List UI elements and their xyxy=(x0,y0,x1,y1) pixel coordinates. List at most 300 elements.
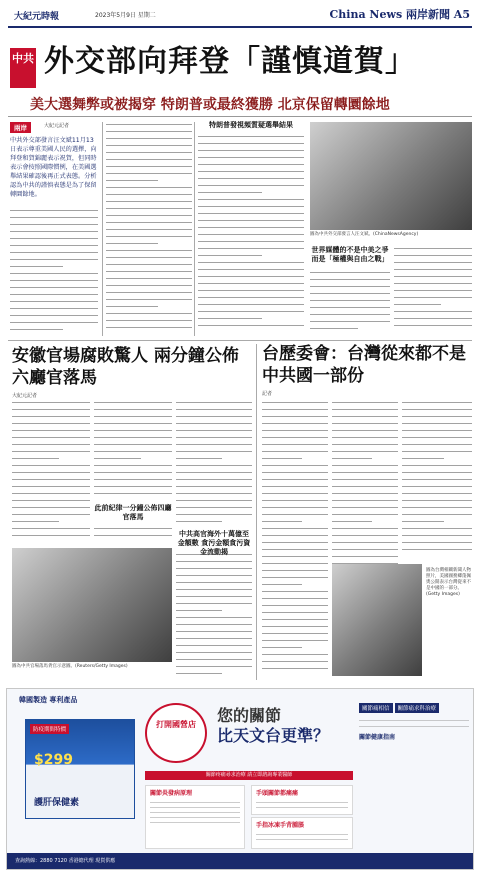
text-line xyxy=(12,456,59,461)
text-line xyxy=(176,400,252,405)
text-line xyxy=(106,164,192,169)
section-label: 兩岸 xyxy=(10,122,31,133)
text-line xyxy=(332,540,398,545)
text-line xyxy=(262,659,328,664)
anhui-byline: 大紀元記者 xyxy=(12,393,38,399)
text-line xyxy=(176,664,252,669)
text-line xyxy=(198,246,304,251)
text-line xyxy=(176,505,252,510)
text-line xyxy=(10,243,98,248)
text-line xyxy=(332,449,398,454)
text-line xyxy=(402,421,472,426)
text-line xyxy=(94,442,172,447)
text-line xyxy=(262,428,328,433)
text-line xyxy=(106,220,192,225)
text-line xyxy=(94,470,172,475)
china-badge: 中共 xyxy=(10,48,36,88)
text-line xyxy=(332,428,398,433)
text-line xyxy=(198,218,304,223)
text-line xyxy=(176,442,252,447)
ad-slogan-2: 比天文台更準？ xyxy=(217,726,330,745)
text-line xyxy=(198,323,304,328)
text-line xyxy=(332,470,398,475)
text-line xyxy=(198,183,304,188)
text-line xyxy=(106,150,192,155)
text-line xyxy=(10,271,98,276)
masthead xyxy=(0,0,480,28)
article-column xyxy=(94,526,172,544)
text-line xyxy=(106,325,192,330)
text-line xyxy=(332,435,398,440)
section-divider xyxy=(8,340,472,341)
text-line xyxy=(402,540,472,545)
text-line xyxy=(262,512,328,517)
spokesperson-photo xyxy=(310,122,472,230)
ad-card-title: 關節炎發病原理 xyxy=(150,790,193,797)
text-line xyxy=(198,302,304,307)
text-line xyxy=(94,449,172,454)
text-line xyxy=(262,568,328,573)
divider xyxy=(8,116,472,117)
text-line xyxy=(94,400,172,405)
text-line xyxy=(10,320,98,325)
text-line xyxy=(332,477,398,482)
text-line xyxy=(10,313,98,318)
ad-card xyxy=(145,785,245,849)
text-line xyxy=(332,407,398,412)
text-line xyxy=(402,547,472,552)
text-line xyxy=(198,260,304,265)
text-line xyxy=(176,573,252,578)
masthead-rule xyxy=(8,26,472,28)
text-line xyxy=(106,290,192,295)
ad-footer: 查詢熱線：2880 7120 香港總代理 現貨供應 xyxy=(7,853,473,869)
text-line xyxy=(10,299,98,304)
text-line xyxy=(402,449,472,454)
advertisement[interactable] xyxy=(6,688,474,870)
subsection-headline[interactable]: 世界媒體的不是中美之爭而是「極權與自由之戰」 xyxy=(311,246,389,263)
newspaper-logo: 大紀元時報 xyxy=(14,12,60,22)
text-line xyxy=(176,601,252,606)
article-column xyxy=(94,400,172,500)
text-line xyxy=(12,491,90,496)
text-line xyxy=(310,270,390,275)
column-divider xyxy=(194,122,195,336)
article-column xyxy=(198,134,304,336)
text-line xyxy=(176,519,222,524)
anhui-subhead-2[interactable]: 中共高官海外十萬億至金額數 貪污金額貪污資 xyxy=(177,530,251,547)
ad-banner: 關節疼痛尋求治療 請立即諮詢專業醫師 xyxy=(145,771,353,780)
text-line xyxy=(106,143,192,148)
text-line xyxy=(106,227,192,232)
text-line xyxy=(262,435,328,440)
text-line xyxy=(176,470,252,475)
text-line xyxy=(94,414,172,419)
text-line xyxy=(402,526,472,531)
text-line xyxy=(106,311,192,316)
text-line xyxy=(198,288,304,293)
text-line xyxy=(262,610,328,615)
text-line xyxy=(262,596,328,601)
text-line xyxy=(198,169,304,174)
text-line xyxy=(176,449,252,454)
text-line xyxy=(106,318,192,323)
text-line xyxy=(394,253,472,258)
anhui-headline[interactable]: 安徽官場腐敗驚人 兩分鐘公佈六廳官落馬 xyxy=(12,346,239,388)
text-line xyxy=(94,526,172,531)
text-line xyxy=(176,615,252,620)
text-line xyxy=(198,281,304,286)
text-line xyxy=(402,407,472,412)
text-line xyxy=(262,617,328,622)
text-line xyxy=(310,291,390,296)
text-line xyxy=(94,484,172,489)
text-line xyxy=(402,484,472,489)
text-line xyxy=(94,428,172,433)
ad-brand: 韓國製造 專利產品 xyxy=(19,696,78,704)
text-line xyxy=(262,456,302,461)
text-line xyxy=(310,284,390,289)
text-line xyxy=(106,276,192,281)
text-line xyxy=(106,283,192,288)
text-line xyxy=(94,456,141,461)
text-line xyxy=(262,533,328,538)
side-headline[interactable]: 特朗普發視頻質疑選舉結果 xyxy=(209,121,293,129)
text-line xyxy=(262,561,328,566)
text-line xyxy=(402,477,472,482)
text-line xyxy=(12,414,90,419)
text-line xyxy=(310,312,390,317)
text-line xyxy=(402,512,472,517)
text-line xyxy=(394,302,441,307)
text-line xyxy=(262,498,328,503)
text-line xyxy=(310,319,390,324)
text-line xyxy=(106,129,192,134)
text-line xyxy=(262,575,328,580)
text-line xyxy=(198,232,304,237)
text-line xyxy=(176,671,222,676)
text-line xyxy=(198,274,304,279)
text-line xyxy=(332,498,398,503)
ad-card-title: 手指冰凍手背腫脹 xyxy=(256,822,305,829)
text-line xyxy=(176,477,252,482)
text-line xyxy=(106,248,192,253)
column-divider xyxy=(102,122,103,336)
text-line xyxy=(176,650,252,655)
text-line xyxy=(10,257,98,262)
text-line xyxy=(106,304,158,309)
text-line xyxy=(12,498,90,503)
text-line xyxy=(402,519,444,524)
text-line xyxy=(262,603,328,608)
text-line xyxy=(94,477,172,482)
taiwan-headline[interactable]: 台歷委會：台灣從來都不是中共國一部份 xyxy=(262,344,466,386)
anhui-photo xyxy=(12,548,172,662)
text-line xyxy=(262,477,328,482)
text-line xyxy=(402,400,472,405)
text-line xyxy=(394,274,472,279)
text-line xyxy=(332,421,398,426)
text-line xyxy=(106,297,192,302)
text-line xyxy=(94,533,172,538)
text-line xyxy=(10,285,98,290)
text-line xyxy=(198,197,304,202)
ad-right-panel xyxy=(359,695,469,863)
text-line xyxy=(332,463,398,468)
article-column xyxy=(12,400,90,544)
text-line xyxy=(12,470,90,475)
text-line xyxy=(198,141,304,146)
text-line xyxy=(402,498,472,503)
anhui-photo-caption: 圖為中共官場落馬貪官示意圖。(Reuters/Getty Images) xyxy=(12,664,128,669)
text-line xyxy=(12,435,90,440)
text-line xyxy=(176,566,252,571)
text-line xyxy=(332,554,398,559)
text-line xyxy=(176,552,252,557)
article-column xyxy=(310,270,390,336)
text-line xyxy=(262,400,328,405)
main-subhead: 美大選舞弊或被揭穿 特朗普或最終獲勝 北京保留轉圜餘地 xyxy=(30,97,390,113)
taiwan-photo xyxy=(332,564,422,676)
text-line xyxy=(12,512,90,517)
text-line xyxy=(198,267,304,272)
text-line xyxy=(198,211,304,216)
text-line xyxy=(262,645,302,650)
text-line xyxy=(12,505,90,510)
text-line xyxy=(394,323,472,328)
text-line xyxy=(94,407,172,412)
text-line xyxy=(310,277,390,282)
text-line xyxy=(176,428,252,433)
text-line xyxy=(262,449,328,454)
text-line xyxy=(262,540,328,545)
text-line xyxy=(12,463,90,468)
text-line xyxy=(394,288,472,293)
text-line xyxy=(262,414,328,419)
text-line xyxy=(332,491,398,496)
text-line xyxy=(176,643,252,648)
ad-bubble: 打開國營店 xyxy=(145,703,207,763)
text-line xyxy=(402,456,444,461)
text-line xyxy=(176,456,222,461)
text-line xyxy=(262,582,302,587)
text-line xyxy=(10,208,98,213)
text-line xyxy=(262,407,328,412)
ad-right-subtitle: 關節健康指南 xyxy=(359,734,396,741)
text-line xyxy=(12,400,90,405)
text-line xyxy=(176,435,252,440)
text-line xyxy=(262,652,328,657)
text-line xyxy=(10,292,98,297)
text-line xyxy=(198,176,304,181)
text-line xyxy=(332,414,398,419)
text-line xyxy=(262,484,328,489)
text-line xyxy=(198,316,262,321)
text-line xyxy=(262,421,328,426)
text-line xyxy=(94,463,172,468)
text-line xyxy=(106,136,192,141)
text-line xyxy=(198,239,304,244)
lead-summary: 中共外交部發言汪文斌11月13日表示尊重美國人民的選擇，向拜登和賀錦麗表示祝賀，但同時表示會按照國際慣例，在美國選舉結果確認後再正式表態。分析認為中共的謹慎表態是為了保留轉圜餘地。 xyxy=(10,137,97,198)
text-line xyxy=(262,554,328,559)
text-line xyxy=(402,414,472,419)
text-line xyxy=(176,407,252,412)
text-line xyxy=(394,246,472,251)
text-line xyxy=(94,491,172,496)
text-line xyxy=(176,622,252,627)
text-line xyxy=(106,199,192,204)
product-price: $299 xyxy=(34,752,73,768)
text-line xyxy=(198,309,304,314)
main-headline[interactable]: 外交部向拜登「謹慎道賀」 xyxy=(44,44,416,79)
text-line xyxy=(106,185,192,190)
text-line xyxy=(394,281,472,286)
text-line xyxy=(176,657,252,662)
text-line xyxy=(106,206,192,211)
ad-card-title: 手頭關節都痛痛 xyxy=(256,790,299,797)
text-line xyxy=(198,295,304,300)
text-line xyxy=(198,134,304,139)
text-line xyxy=(332,526,398,531)
text-line xyxy=(10,236,98,241)
article-column xyxy=(394,246,472,336)
text-line xyxy=(198,155,304,160)
text-line xyxy=(10,250,98,255)
text-line xyxy=(176,594,252,599)
text-line xyxy=(262,547,328,552)
text-line xyxy=(12,428,90,433)
text-line xyxy=(332,442,398,447)
text-line xyxy=(198,253,262,258)
text-line xyxy=(332,547,398,552)
text-line xyxy=(176,463,252,468)
text-line xyxy=(106,122,192,127)
text-line xyxy=(106,178,158,183)
text-line xyxy=(262,463,328,468)
text-line xyxy=(176,608,222,613)
text-line xyxy=(176,512,252,517)
text-line xyxy=(106,255,192,260)
text-line xyxy=(262,470,328,475)
article-column xyxy=(402,400,472,558)
text-line xyxy=(94,435,172,440)
text-line xyxy=(262,638,328,643)
text-line xyxy=(106,192,192,197)
ad-tab[interactable]: 關節痛求科治療 xyxy=(395,703,440,713)
text-line xyxy=(262,624,328,629)
text-line xyxy=(332,512,398,517)
text-line xyxy=(12,526,90,531)
ad-slogan: 您的關節 xyxy=(217,706,282,725)
text-line xyxy=(176,491,252,496)
text-line xyxy=(262,526,328,531)
text-line xyxy=(10,278,98,283)
text-line xyxy=(10,306,98,311)
article-column xyxy=(262,400,328,678)
text-line xyxy=(176,498,252,503)
text-line xyxy=(12,484,90,489)
text-line xyxy=(402,428,472,433)
ad-tab[interactable]: 關節痛相信 xyxy=(359,703,393,713)
text-line xyxy=(176,587,252,592)
text-line xyxy=(394,267,472,272)
text-line xyxy=(332,505,398,510)
text-line xyxy=(310,298,390,303)
text-line xyxy=(262,589,328,594)
text-line xyxy=(332,484,398,489)
text-line xyxy=(12,519,59,524)
text-line xyxy=(12,421,90,426)
text-line xyxy=(106,234,192,239)
text-line xyxy=(12,442,90,447)
text-line xyxy=(198,225,304,230)
text-line xyxy=(176,414,252,419)
text-line xyxy=(394,295,472,300)
text-line xyxy=(12,533,90,538)
text-line xyxy=(12,407,90,412)
text-line xyxy=(10,327,63,332)
text-line xyxy=(198,162,304,167)
text-line xyxy=(402,470,472,475)
text-line xyxy=(310,305,390,310)
text-line xyxy=(10,229,98,234)
text-line xyxy=(106,157,192,162)
text-line xyxy=(10,264,63,269)
ad-card xyxy=(251,785,353,815)
text-line xyxy=(262,666,328,671)
text-line xyxy=(402,491,472,496)
text-line xyxy=(106,171,192,176)
text-line xyxy=(176,629,252,634)
product-box[interactable] xyxy=(25,719,135,819)
text-line xyxy=(332,456,372,461)
text-line xyxy=(106,269,192,274)
text-line xyxy=(402,435,472,440)
text-line xyxy=(262,519,302,524)
text-line xyxy=(198,190,262,195)
article-column xyxy=(176,552,252,678)
text-line xyxy=(12,477,90,482)
text-line xyxy=(106,213,192,218)
text-line xyxy=(198,204,304,209)
promo-label: 防疫期間特價 xyxy=(30,724,69,734)
text-line xyxy=(176,559,252,564)
text-line xyxy=(394,260,472,265)
text-line xyxy=(12,449,90,454)
ad-card xyxy=(251,817,353,849)
taiwan-photo-caption: 圖為台灣相關新聞人物照片，美國國務卿蓬佩奧公開表示台灣從來不是中國的一部分。(Getty Images) xyxy=(426,568,471,597)
text-line xyxy=(402,533,472,538)
article-column xyxy=(10,208,98,336)
text-line xyxy=(262,442,328,447)
text-line xyxy=(332,519,372,524)
text-line xyxy=(394,309,472,314)
text-line xyxy=(198,148,304,153)
text-line xyxy=(402,442,472,447)
text-line xyxy=(106,241,158,246)
issue-date: 2023年5月9日 星期二 xyxy=(95,12,156,19)
text-line xyxy=(394,316,472,321)
anhui-subhead[interactable]: 此前紀律一分鐘公佈四廳官落馬 xyxy=(94,504,172,521)
text-line xyxy=(176,484,252,489)
taiwan-byline: 記者 xyxy=(262,391,273,397)
text-line xyxy=(310,326,358,331)
text-line xyxy=(402,505,472,510)
text-line xyxy=(10,222,98,227)
text-line xyxy=(176,421,252,426)
text-line xyxy=(402,463,472,468)
product-name: 護肝保健素 xyxy=(34,798,80,808)
